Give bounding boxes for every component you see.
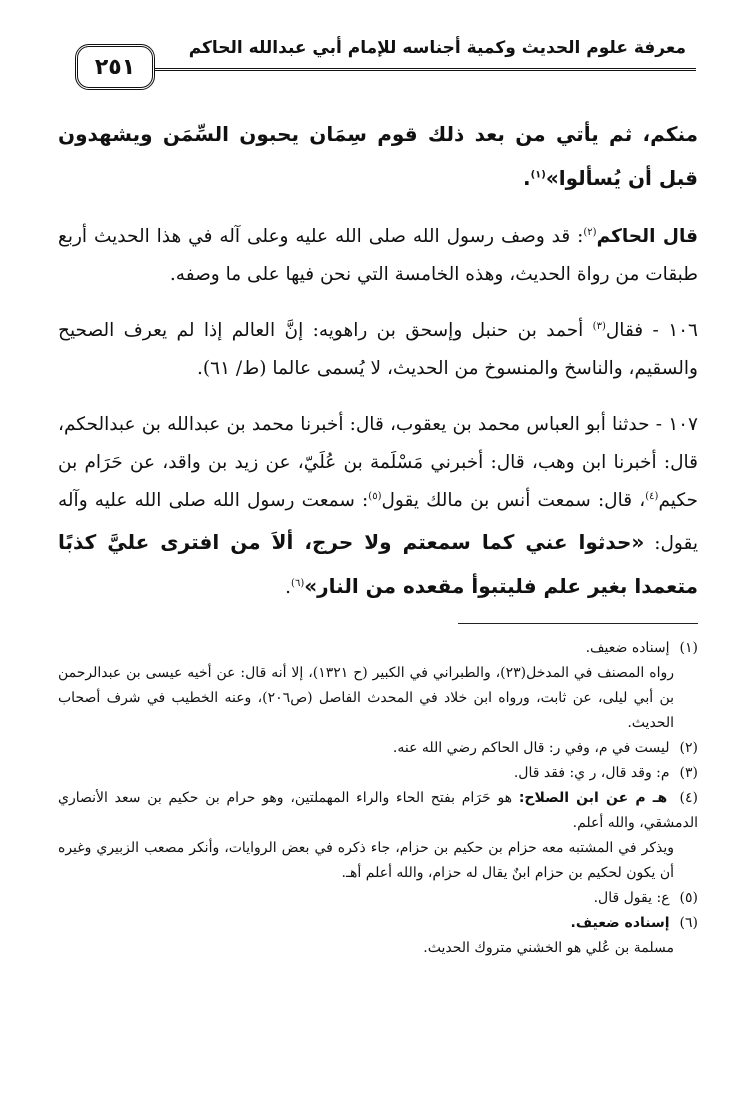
main-text	[58, 112, 698, 626]
footnote-6-detail: مسلمة بن عُلي هو الخشني متروك الحديث.	[423, 940, 674, 956]
footnote-ref: (٤)	[645, 490, 659, 502]
footnote-separator	[458, 623, 698, 624]
paragraph-hadith-ending	[58, 112, 698, 200]
footnote-4	[58, 786, 698, 836]
footnote-number: (٥)	[679, 890, 698, 906]
footnote-ref: (١)	[530, 169, 546, 181]
speaker-hakim: قال الحاكم	[596, 226, 698, 247]
footnote-number: (٣)	[679, 765, 698, 781]
period: .	[285, 577, 292, 598]
footnote-text: إسناده ضعيف.	[570, 915, 670, 931]
footnote-1-detail: رواه المصنف في المدخل(٢٣)، والطبراني في الكبير (ح ١٣٢١)، إلا أنه قال: عن أخيه عيسى بن عبدالرحمن بن أبي ليلى، عن ثابت، ورواه ابن خلاد في المحدث الفاصل (ص٢٠٦)، وعنه الخطيب في شرف أصحاب الحديث.	[58, 665, 674, 731]
p107-isnad: ١٠٧ - حدثنا أبو العباس محمد بن يعقوب، قال: أخبرنا محمد بن عبدالله بن عبدالحكم، قال: أخبرنا ابن وهب، قال: أخبرني مَسْلَمة بن عُلَيّ، عن زيد بن واقد، عن حَرَام بن حكيم	[58, 414, 698, 511]
footnote-ref: (٣)	[592, 320, 606, 332]
p106-text: أحمد بن حنبل وإسحق بن راهويه: إنَّ العالم إذا لم يعرف الصحيح والسقيم، والناسخ والمنسوخ من الحديث، لا يُسمى عالما (ط/ ٦١).	[58, 320, 698, 379]
footnote-ref: (٦)	[291, 577, 305, 589]
running-title: معرفة علوم الحديث وكمية أجناسه للإمام أبي عبدالله الحاكم	[188, 38, 686, 58]
footnote-1	[58, 636, 698, 661]
footnote-text: ليست في م، وفي ر: قال الحاكم رضي الله عنه.	[392, 740, 670, 756]
footnote-3	[58, 761, 698, 786]
footnote-number: (٢)	[679, 740, 698, 756]
footnote-text: هو حَرَام بفتح الحاء والراء المهملتين، وهو حرام بن حكيم بن سعد الأنصاري الدمشقي، والله أعلم.	[58, 790, 698, 831]
footnote-number: (٦)	[679, 915, 698, 931]
footnote-source: هـ م عن ابن الصلاح:	[518, 790, 668, 806]
hadith-ending-text: منكم، ثم يأتي من بعد ذلك قوم سِمَان يحبون السِّمَن ويشهدون قبل أن يُسألوا»	[58, 122, 698, 190]
page-number: ٢٥١	[75, 44, 155, 90]
header-rule	[147, 68, 696, 71]
footnote-number: (٤)	[679, 790, 699, 806]
page-header	[75, 30, 696, 100]
footnote-5	[58, 886, 698, 911]
paragraph-106	[58, 312, 698, 388]
paragraph-107	[58, 406, 698, 608]
p107-isnad-cont: ، قال: سمعت أنس بن مالك يقول	[381, 490, 646, 511]
period: .	[522, 166, 531, 190]
footnote-text: إسناده ضعيف.	[585, 640, 670, 656]
footnote-ref: (٥)	[368, 490, 382, 502]
hakim-text: : قد وصف رسول الله صلى الله عليه وعلى آله في هذا الحديث أربع طبقات من رواة الحديث، وهذه الخامسة التي نحن فيها على ما وصفه.	[58, 226, 698, 285]
footnote-ref: (٢)	[583, 226, 597, 238]
footnote-text: م: وقد قال، ر ي: فقد قال.	[513, 765, 670, 781]
p107-hadith: «حدثوا عني كما سمعتم ولا حرج، ألاَ من افترى عليَّ كذبًا متعمدا بغير علم فليتبوأ مقعده من النار»	[58, 530, 698, 598]
footnote-4-detail: ويذكر في المشتبه معه حزام بن حكيم بن حزام، جاء ذكره في بعض الروايات، وأنكر مصعب الزبيري وغيره أن يكون لحكيم بن حزام ابنٌ يقال له حزام، والله أعلم أهـ.	[58, 840, 674, 881]
footnotes	[58, 636, 698, 961]
footnote-2	[58, 736, 698, 761]
footnote-number: (١)	[679, 640, 698, 656]
footnote-text: ع: يقول قال.	[593, 890, 670, 906]
p106-start: ١٠٦ - فقال	[605, 320, 698, 341]
footnote-6	[58, 911, 698, 936]
paragraph-hakim	[58, 218, 698, 294]
p107-intro: : سمعت رسول الله صلى الله عليه وآله يقول:	[58, 490, 698, 554]
